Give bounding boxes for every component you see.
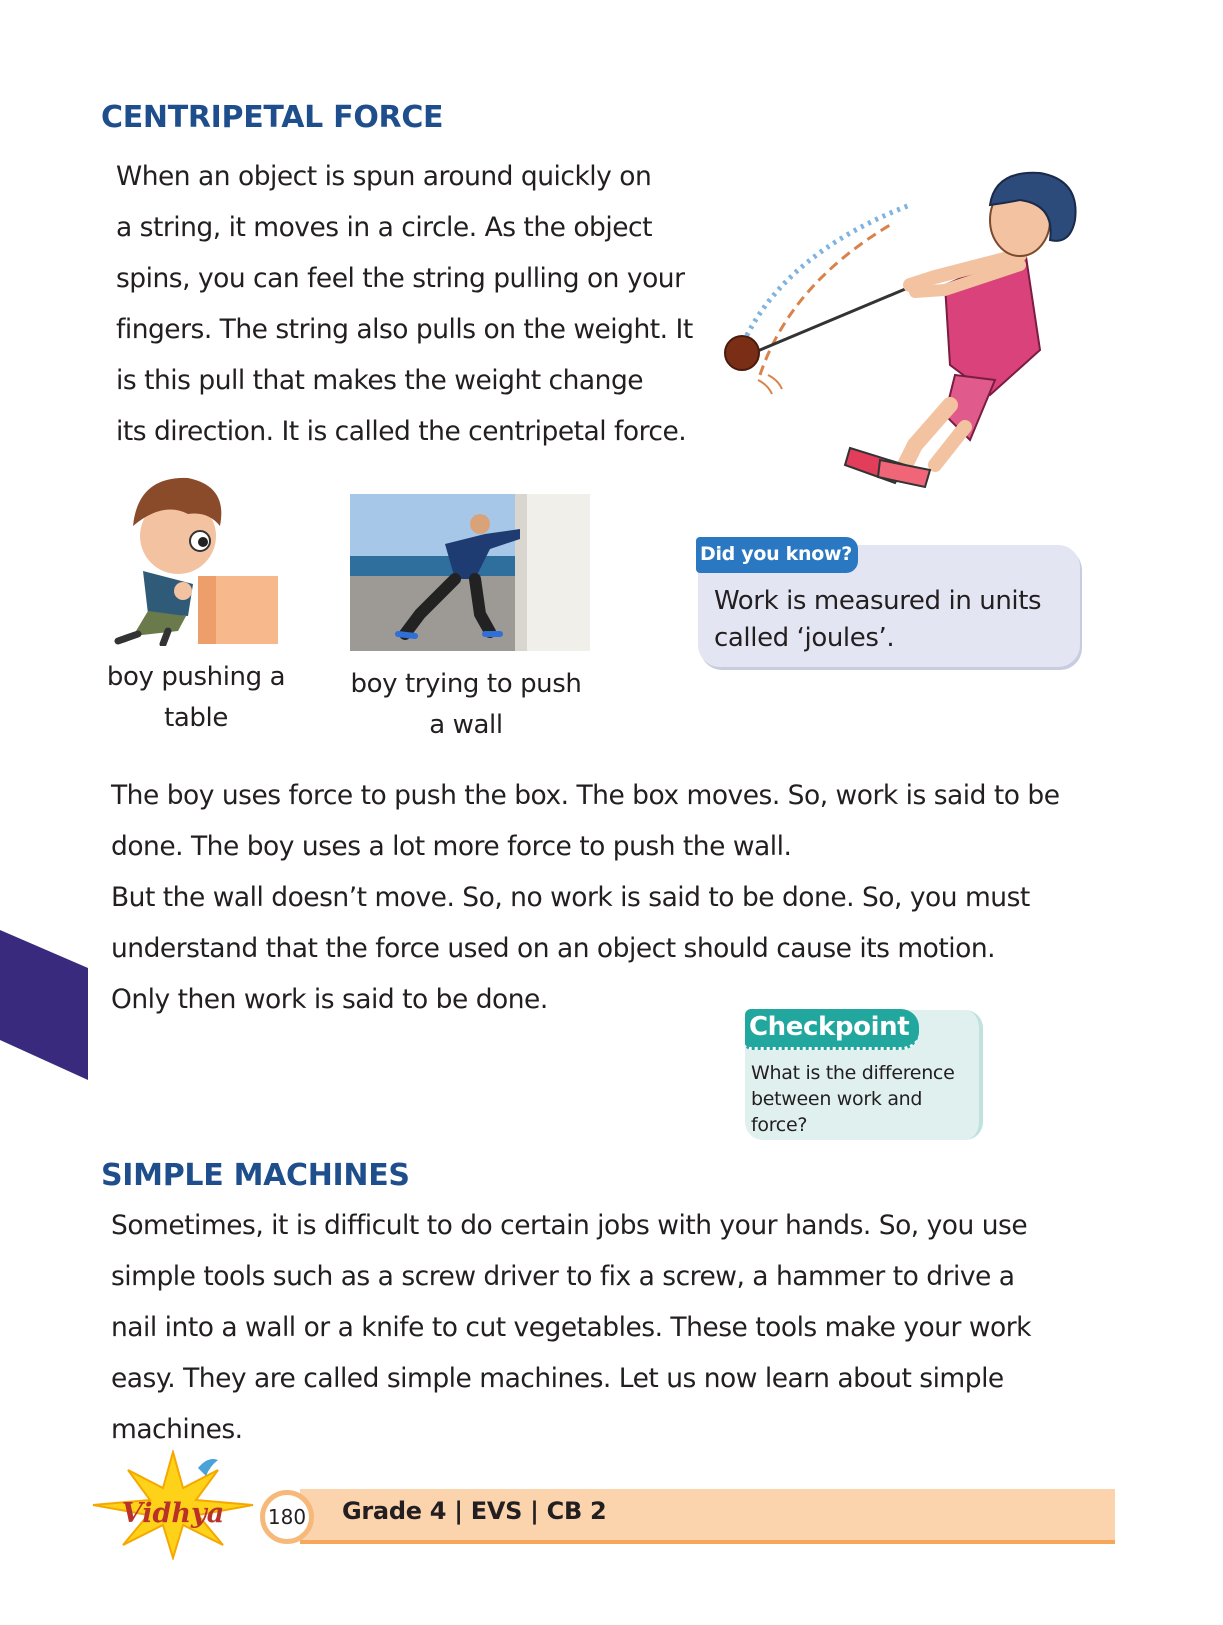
text-line: understand that the force used on an object should cause its motion. xyxy=(111,933,996,964)
did-you-know-line: called ‘joules’. xyxy=(714,623,895,653)
wall-edge xyxy=(515,494,527,651)
did-you-know-text xyxy=(714,583,1041,657)
motion-arc-inner xyxy=(760,225,890,375)
caption-boy-pushing-wall xyxy=(336,664,596,746)
did-you-know-line: Work is measured in units xyxy=(714,586,1042,616)
text-line: spins, you can feel the string pulling on your xyxy=(116,263,685,294)
caption-boy-pushing-table xyxy=(96,657,296,739)
vidhya-logo xyxy=(88,1450,258,1560)
checkpoint-line: What is the difference xyxy=(751,1062,955,1084)
person-head xyxy=(470,514,490,534)
text-line: fingers. The string also pulls on the weight. It xyxy=(116,314,693,345)
boy-pupil xyxy=(198,537,208,547)
page-number-text: 180 xyxy=(267,1505,307,1529)
checkpoint-line: force? xyxy=(751,1114,808,1136)
boy-pushing-wall-photo xyxy=(350,494,590,651)
hammer-wire xyxy=(748,287,910,355)
checkpoint-line: between work and xyxy=(751,1088,923,1110)
text-line: its direction. It is called the centripetal force. xyxy=(116,416,687,447)
boy-hand xyxy=(174,582,192,600)
box-side xyxy=(198,576,216,644)
checkpoint-box xyxy=(745,1010,983,1142)
text-line: Only then work is said to be done. xyxy=(111,984,548,1015)
caption-line: boy trying to push xyxy=(350,669,582,699)
hammer-ball xyxy=(725,336,759,370)
did-you-know-box xyxy=(698,545,1080,670)
text-line: is this pull that makes the weight change xyxy=(116,365,644,396)
checkpoint-label: Checkpoint xyxy=(745,1009,919,1050)
checkpoint-question xyxy=(751,1060,954,1138)
motion-lines xyxy=(758,375,782,394)
text-line: a string, it moves in a circle. As the object xyxy=(116,212,653,243)
heading-simple-machines: SIMPLE MACHINES xyxy=(101,1158,410,1193)
text-line: The boy uses force to push the box. The box moves. So, work is said to be xyxy=(111,780,1060,811)
wall xyxy=(525,494,590,651)
hammer-thrower-illustration xyxy=(720,165,1110,505)
athlete-shoe xyxy=(878,460,930,487)
text-line: machines. xyxy=(111,1414,243,1445)
text-line: Sometimes, it is difficult to do certain jobs with your hands. So, you use xyxy=(111,1210,1028,1241)
did-you-know-label: Did you know? xyxy=(696,537,858,573)
caption-line: a wall xyxy=(429,710,503,740)
caption-line: table xyxy=(164,703,228,733)
text-line: But the wall doesn’t move. So, no work is said to be done. So, you must xyxy=(111,882,1030,913)
simple-machines-paragraph xyxy=(111,1200,1031,1455)
page-number xyxy=(260,1490,314,1544)
heading-centripetal-force: CENTRIPETAL FORCE xyxy=(101,100,444,135)
centripetal-paragraph xyxy=(116,151,693,457)
athlete-leg xyxy=(935,427,965,465)
text-line: nail into a wall or a knife to cut vegetables. These tools make your work xyxy=(111,1312,1031,1343)
boy-pushing-box-illustration xyxy=(108,466,288,646)
text-line: easy. They are called simple machines. Let us now learn about simple xyxy=(111,1363,1004,1394)
text-line: done. The boy uses a lot more force to push the wall. xyxy=(111,831,792,862)
caption-line: boy pushing a xyxy=(106,662,286,692)
footer-text: Grade 4 | EVS | CB 2 xyxy=(342,1497,607,1525)
side-tab-shape xyxy=(0,930,88,1080)
text-line: simple tools such as a screw driver to fix a screw, a hammer to drive a xyxy=(111,1261,1015,1292)
text-line: When an object is spun around quickly on xyxy=(116,161,652,192)
logo-text: Vidhya xyxy=(121,1498,225,1529)
work-paragraph xyxy=(111,770,1060,1025)
side-tab xyxy=(0,930,88,1080)
